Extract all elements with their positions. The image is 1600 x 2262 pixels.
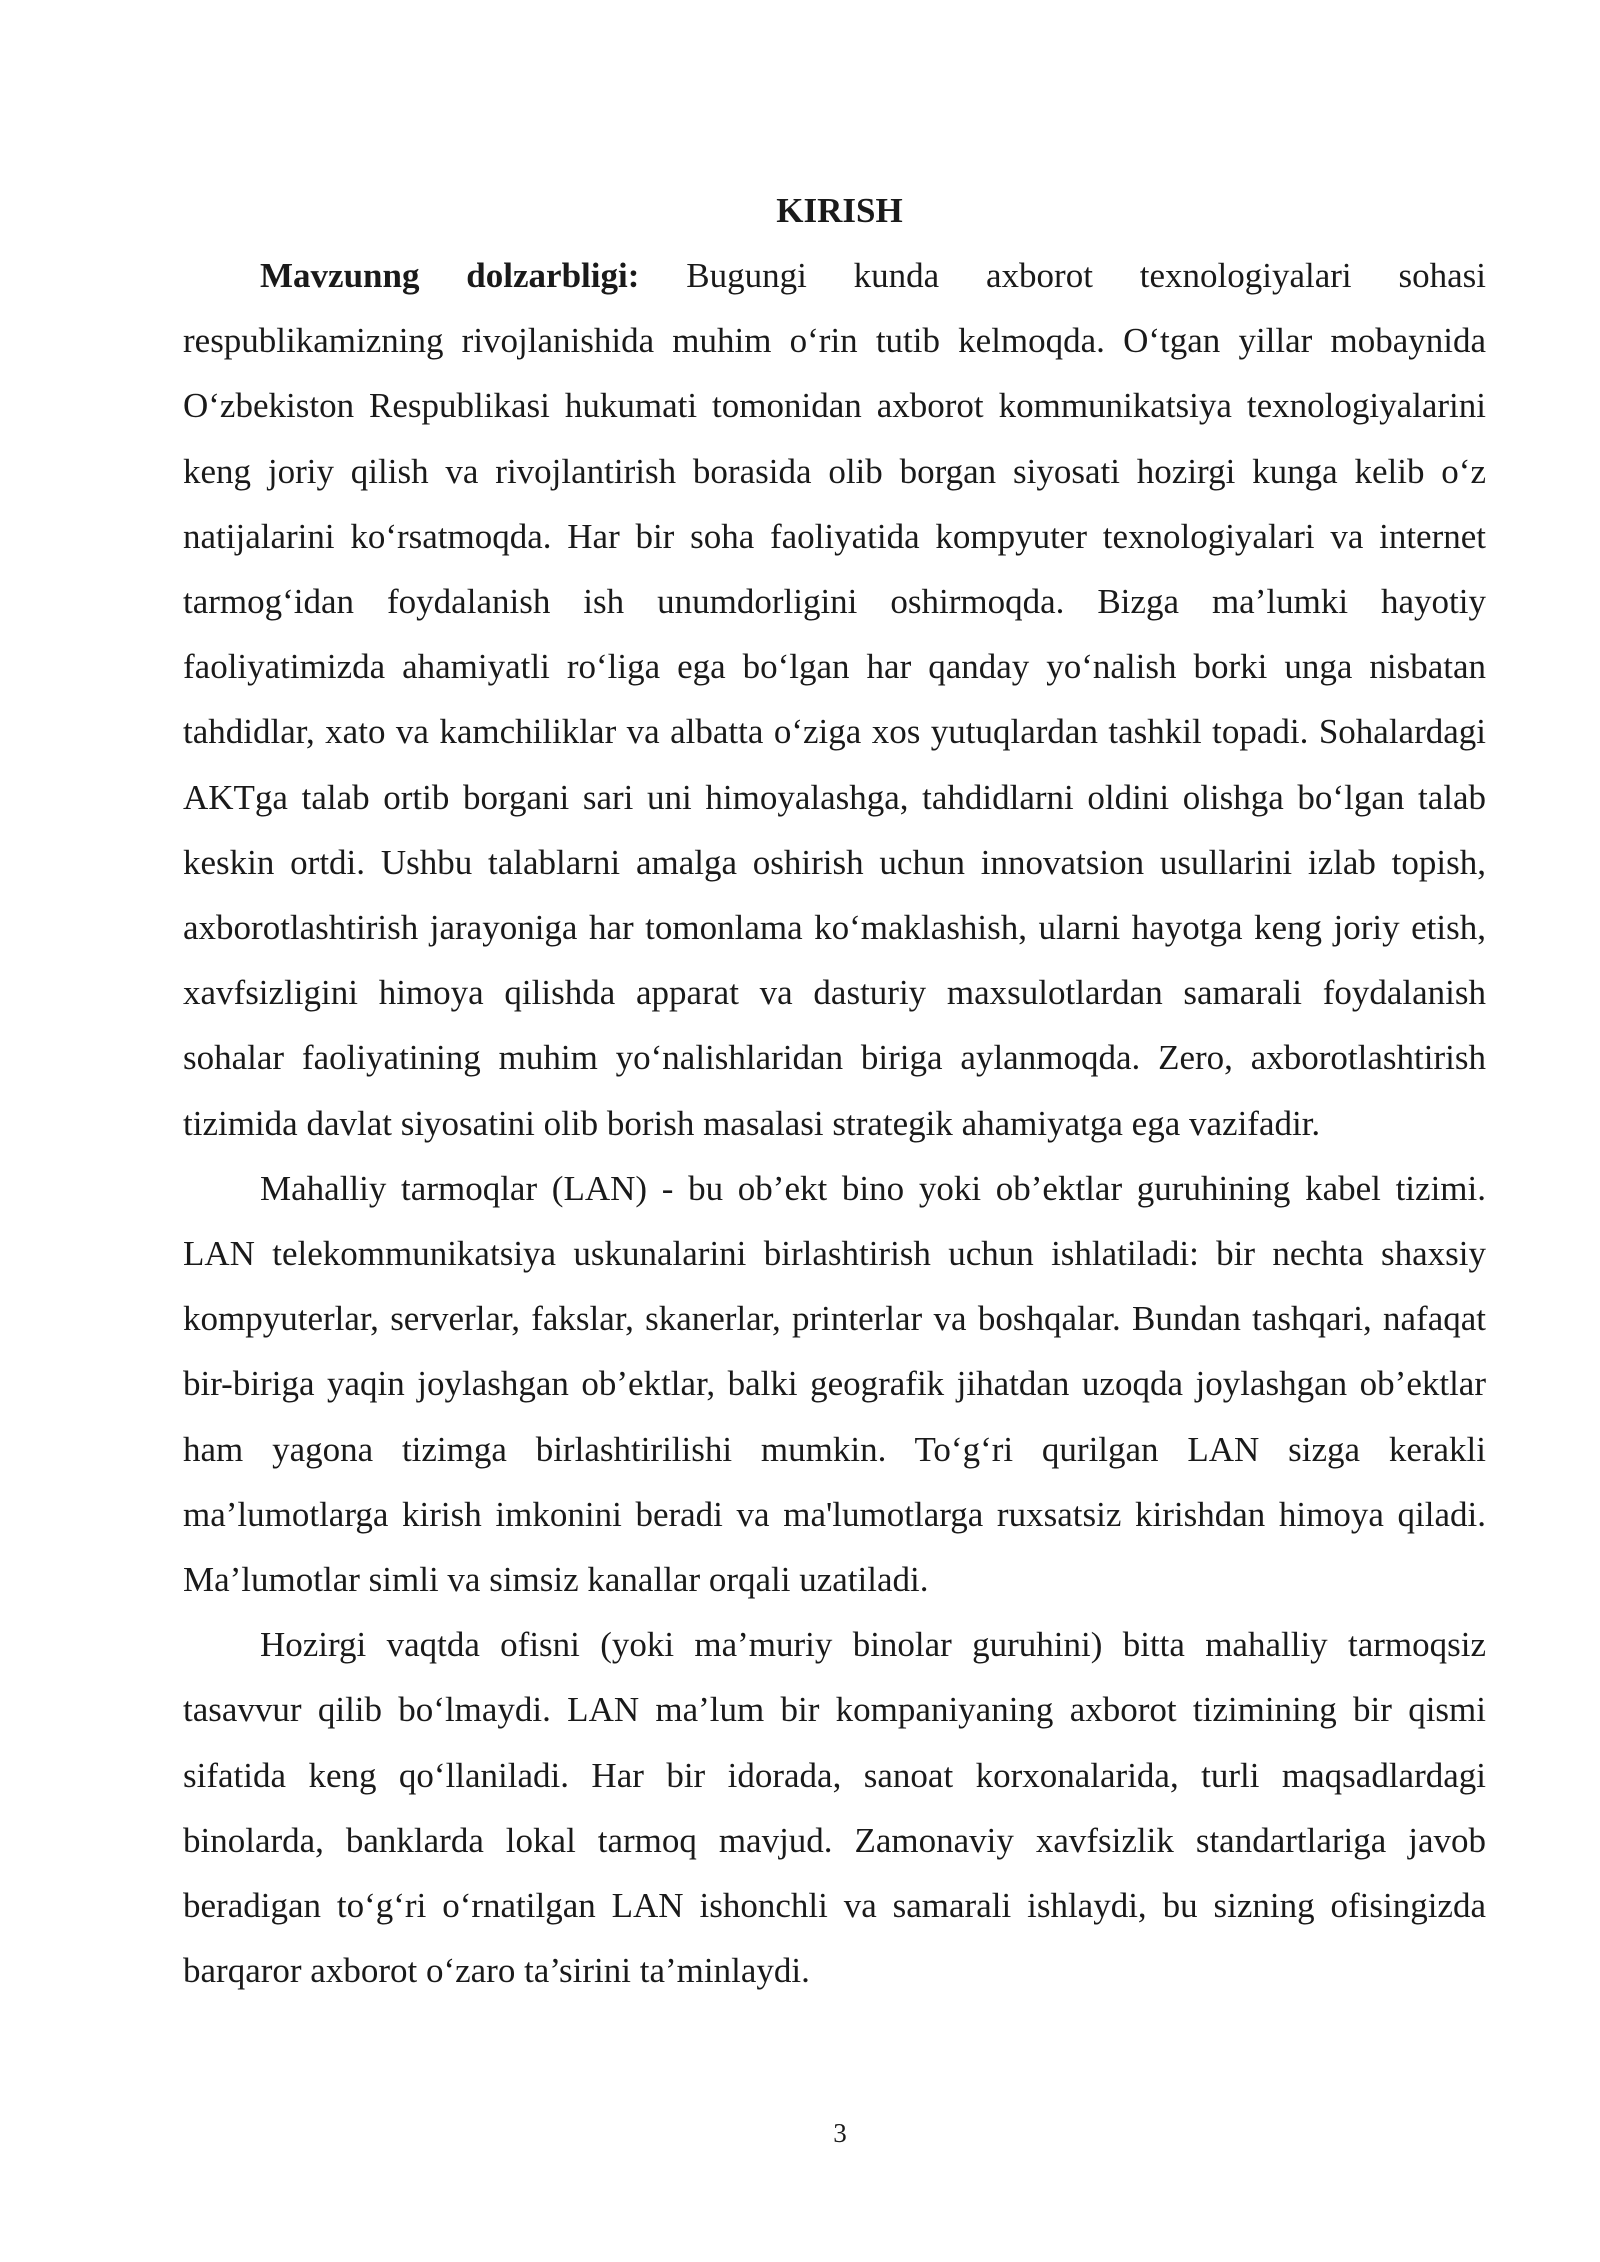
paragraph-text: Mahalliy tarmoqlar (LAN) - bu ob’ekt bino yoki ob’ektlar guruhining kabel tizimi. LAN telekommunikatsiya uskunalarini birlashtirish uchun ishlatiladi: bir nechta shaxsiy kompyuterlar, serverlar, fakslar, skanerlar, printerlar va boshqalar. Bundan tashqari, nafaqat bir-biriga yaqin joylashgan ob’ektlar, balki geografik jihatdan uzoqda joylashgan ob’ektlar ham yagona tizimga birlashtirilishi mumkin. To‘g‘ri qurilgan LAN sizga kerakli ma’lumotlarga kirish imkonini beradi va ma'lumotlarga ruxsatsiz kirishdan himoya qiladi. Ma’lumotlar simli va simsiz kanallar orqali uzatiladi.	[183, 1168, 1486, 1600]
paragraph-office-network	[183, 1612, 1486, 2003]
paragraph-text: Hozirgi vaqtda ofisni (yoki ma’muriy binolar guruhini) bitta mahalliy tarmoqsiz tasavvur qilib bo‘lmaydi. LAN ma’lum bir kompaniyaning axborot tizimining bir qismi sifatida keng qo‘llaniladi. Har bir idorada, sanoat korxonalarida, turli maqsadlardagi binolarda, banklarda lokal tarmoq mavjud. Zamonaviy xavfsizlik standartlariga javob beradigan to‘g‘ri o‘rnatilgan LAN ishonchli va samarali ishlaydi, bu sizning ofisingizda barqaror axborot o‘zaro ta’sirini ta’minlaydi.	[183, 1625, 1486, 1991]
paragraph-lead: Mavzunng dolzarbligi:	[260, 256, 640, 295]
paragraph-lan	[183, 1156, 1486, 1612]
section-heading: KIRISH	[776, 191, 903, 230]
paragraph-relevance	[183, 243, 1486, 1156]
page-number: 3	[833, 2118, 847, 2148]
paragraph-text: Bugungi kunda axborot texnologiyalari sohasi respublikamizning rivojlanishida muhim o‘rin tutib kelmoqda. O‘tgan yillar mobaynida O‘zbekiston Respublikasi hukumati tomonidan axborot kommunikatsiya texnologiyalarini keng joriy qilish va rivojlantirish borasida olib borgan siyosati hozirgi kunga kelib o‘z natijalarini ko‘rsatmoqda. Har bir soha faoliyatida kompyuter texnologiyalari va internet tarmog‘idan foydalanish ish unumdorligini oshirmoqda. Bizga ma’lumki hayotiy faoliyatimizda ahamiyatli ro‘liga ega bo‘lgan har qanday yo‘nalish borki unga nisbatan tahdidlar, xato va kamchiliklar va albatta o‘ziga xos yutuqlardan tashkil topadi. Sohalardagi AKTga talab ortib borgani sari uni himoyalashga, tahdidlarni oldini olishga bo‘lgan talab keskin ortdi. Ushbu talablarni amalga oshirish uchun innovatsion usullarini izlab topish, axborotlashtirish jarayoniga har tomonlama ko‘maklashish, ularni hayotga keng joriy etish, xavfsizligini himoya qilishda apparat va dasturiy maxsulotlardan samarali foydalanish sohalar faoliyatining muhim yo‘nalishlaridan biriga aylanmoqda. Zero, axborotlashtirish tizimida davlat siyosatini olib borish masalasi strategik ahamiyatga ega vazifadir.	[183, 256, 1486, 1143]
page-body	[183, 178, 1486, 2003]
